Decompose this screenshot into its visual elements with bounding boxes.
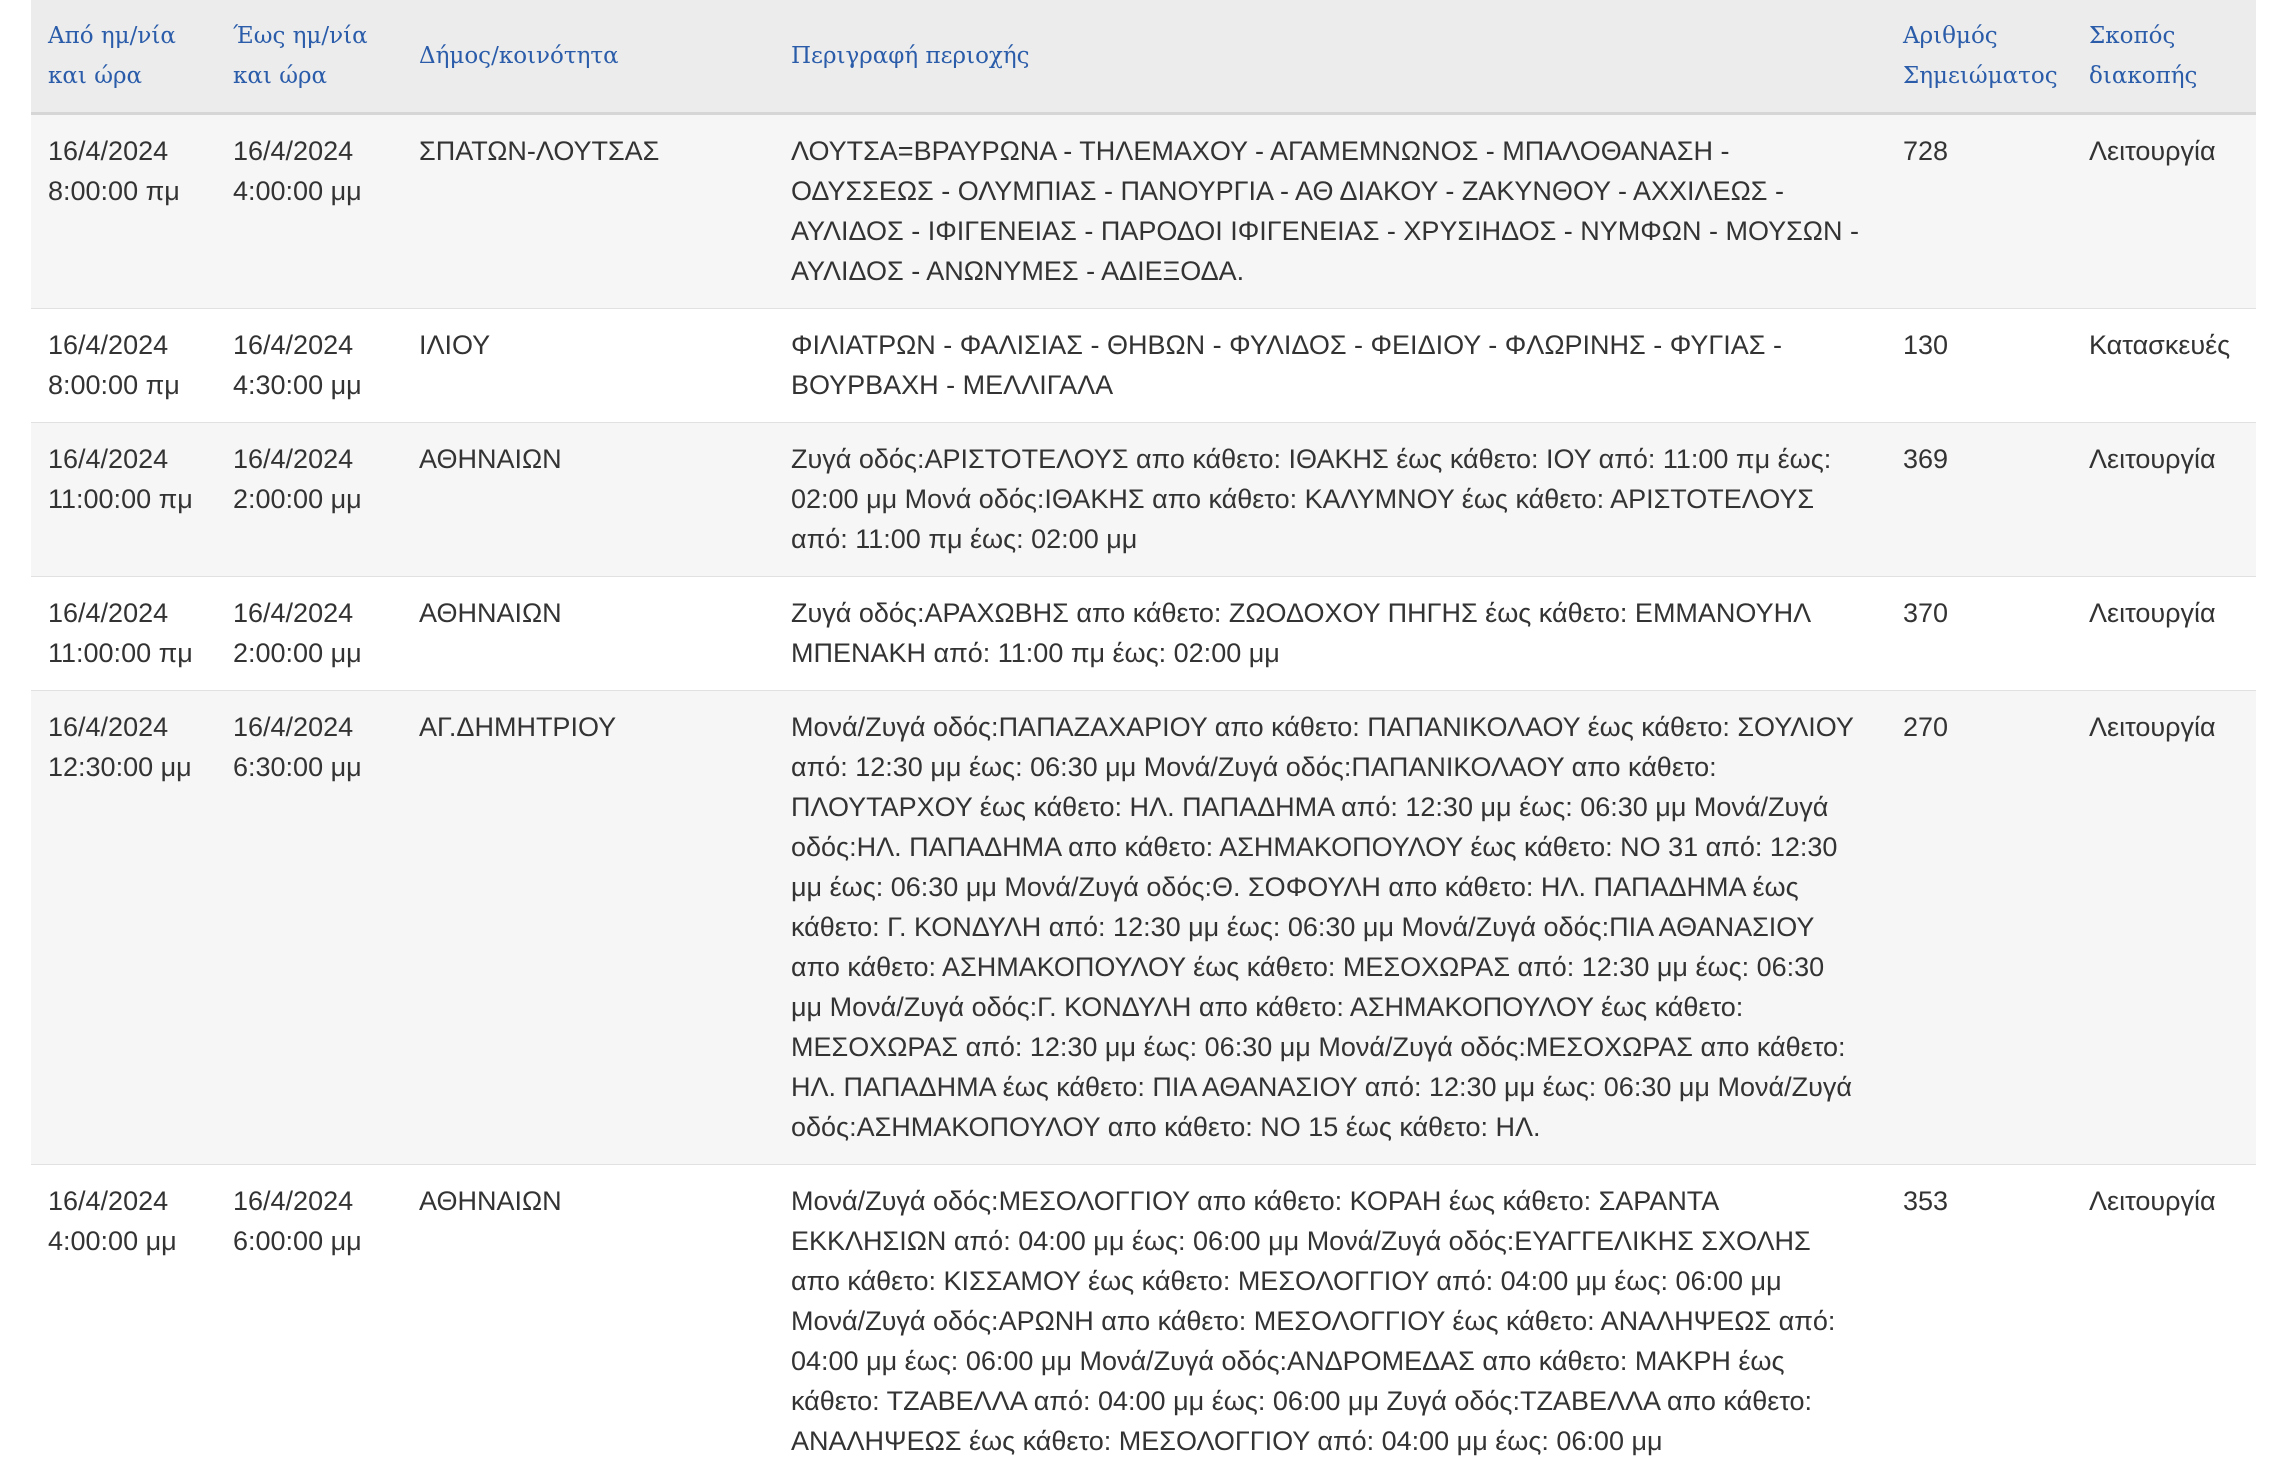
cell-municipality: ΙΛΙΟΥ: [402, 309, 774, 423]
cell-municipality: ΑΘΗΝΑΙΩΝ: [402, 577, 774, 691]
cell-from: [31, 1165, 216, 1479]
header-purpose[interactable]: [2072, 0, 2256, 114]
cell-from: [31, 691, 216, 1165]
cell-purpose: Λειτουργία: [2072, 1165, 2256, 1479]
cell-note-number: 369: [1886, 423, 2072, 577]
from-time: 4:00:00 μμ: [48, 1226, 177, 1256]
header-from[interactable]: [31, 0, 216, 114]
cell-to: [216, 1165, 402, 1479]
to-date: 16/4/2024: [233, 136, 354, 166]
cell-municipality: ΣΠΑΤΩΝ-ΛΟΥΤΣΑΣ: [402, 114, 774, 309]
cell-note-number: 353: [1886, 1165, 2072, 1479]
cell-to: [216, 114, 402, 309]
header-note-line2: Σημειώματος: [1903, 63, 2058, 89]
to-time: 4:00:00 μμ: [233, 176, 362, 206]
cell-note-number: 370: [1886, 577, 2072, 691]
cell-from: [31, 423, 216, 577]
cell-note-number: 270: [1886, 691, 2072, 1165]
cell-purpose: Λειτουργία: [2072, 691, 2256, 1165]
header-municipality-label: Δήμος/κοινότητα: [419, 43, 619, 69]
cell-from: [31, 114, 216, 309]
header-description-label: Περιγραφή περιοχής: [791, 43, 1030, 69]
to-time: 2:00:00 μμ: [233, 484, 362, 514]
to-time: 4:30:00 μμ: [233, 370, 362, 400]
from-date: 16/4/2024: [48, 136, 169, 166]
cell-to: [216, 423, 402, 577]
cell-description: Μονά/Ζυγά οδός:ΜΕΣΟΛΟΓΓΙΟΥ απο κάθετο: ΚΟΡΑΗ έως κάθετο: ΣΑΡΑΝΤΑ ΕΚΚΛΗΣΙΩΝ από: 04:00 μμ έως: 06:00 μμ Μονά/Ζυγά οδός:ΕΥΑΓΓΕΛΙΚΗΣ ΣΧΟΛΗΣ απο κάθετο: ΚΙΣΣΑΜΟΥ έως κάθετο: ΜΕΣΟΛΟΓΓΙΟΥ από: 04:00 μμ έως: 06:00 μμ Μονά/Ζυγά οδός:ΑΡΩΝΗ απο κάθετο: ΜΕΣΟΛΟΓΓΙΟΥ έως κάθετο: ΑΝΑΛΗΨΕΩΣ από: 04:00 μμ έως: 06:00 μμ Μονά/Ζυγά οδός:ΑΝΔΡΟΜΕΔΑΣ απο κάθετο: ΜΑΚΡΗ έως κάθετο: ΤΖΑΒΕΛΛΑ από: 04:00 μμ έως: 06:00 μμ Ζυγά οδός:ΤΖΑΒΕΛΛΑ απο κάθετο: ΑΝΑΛΗΨΕΩΣ έως κάθετο: ΜΕΣΟΛΟΓΓΙΟΥ από: 04:00 μμ έως: 06:00 μμ: [774, 1165, 1886, 1479]
to-date: 16/4/2024: [233, 330, 354, 360]
from-date: 16/4/2024: [48, 712, 169, 742]
from-date: 16/4/2024: [48, 1186, 169, 1216]
table-row: [31, 309, 2256, 423]
cell-purpose: Λειτουργία: [2072, 577, 2256, 691]
cell-municipality: ΑΘΗΝΑΙΩΝ: [402, 1165, 774, 1479]
cell-purpose: Κατασκευές: [2072, 309, 2256, 423]
to-time: 6:30:00 μμ: [233, 752, 362, 782]
to-time: 6:00:00 μμ: [233, 1226, 362, 1256]
from-date: 16/4/2024: [48, 444, 169, 474]
cell-to: [216, 309, 402, 423]
cell-description: Μονά/Ζυγά οδός:ΠΑΠΑΖΑΧΑΡΙΟΥ απο κάθετο: ΠΑΠΑΝΙΚΟΛΑΟΥ έως κάθετο: ΣΟΥΛΙΟΥ από: 12:30 μμ έως: 06:30 μμ Μονά/Ζυγά οδός:ΠΑΠΑΝΙΚΟΛΑΟΥ απο κάθετο: ΠΛΟΥΤΑΡΧΟΥ έως κάθετο: ΗΛ. ΠΑΠΑΔΗΜΑ από: 12:30 μμ έως: 06:30 μμ Μονά/Ζυγά οδός:ΗΛ. ΠΑΠΑΔΗΜΑ απο κάθετο: ΑΣΗΜΑΚΟΠΟΥΛΟΥ έως κάθετο: ΝΟ 31 από: 12:30 μμ έως: 06:30 μμ Μονά/Ζυγά οδός:Θ. ΣΟΦΟΥΛΗ απο κάθετο: ΗΛ. ΠΑΠΑΔΗΜΑ έως κάθετο: Γ. ΚΟΝΔΥΛΗ από: 12:30 μμ έως: 06:30 μμ Μονά/Ζυγά οδός:ΠΙΑ ΑΘΑΝΑΣΙΟΥ απο κάθετο: ΑΣΗΜΑΚΟΠΟΥΛΟΥ έως κάθετο: ΜΕΣΟΧΩΡΑΣ από: 12:30 μμ έως: 06:30 μμ Μονά/Ζυγά οδός:Γ. ΚΟΝΔΥΛΗ απο κάθετο: ΑΣΗΜΑΚΟΠΟΥΛΟΥ έως κάθετο: ΜΕΣΟΧΩΡΑΣ από: 12:30 μμ έως: 06:30 μμ Μονά/Ζυγά οδός:ΜΕΣΟΧΩΡΑΣ απο κάθετο: ΗΛ. ΠΑΠΑΔΗΜΑ έως κάθετο: ΠΙΑ ΑΘΑΝΑΣΙΟΥ από: 12:30 μμ έως: 06:30 μμ Μονά/Ζυγά οδός:ΑΣΗΜΑΚΟΠΟΥΛΟΥ απο κάθετο: ΝΟ 15 έως κάθετο: ΗΛ.: [774, 691, 1886, 1165]
cell-purpose: Λειτουργία: [2072, 114, 2256, 309]
table-row: [31, 1165, 2256, 1479]
cell-description: Ζυγά οδός:ΑΡΙΣΤΟΤΕΛΟΥΣ απο κάθετο: ΙΘΑΚΗΣ έως κάθετο: ΙΟΥ από: 11:00 πμ έως: 02:00 μμ Μονά οδός:ΙΘΑΚΗΣ απο κάθετο: ΚΑΛΥΜΝΟΥ έως κάθετο: ΑΡΙΣΤΟΤΕΛΟΥΣ από: 11:00 πμ έως: 02:00 μμ: [774, 423, 1886, 577]
to-date: 16/4/2024: [233, 598, 354, 628]
cell-description: ΦΙΛΙΑΤΡΩΝ - ΦΑΛΙΣΙΑΣ - ΘΗΒΩΝ - ΦΥΛΙΔΟΣ - ΦΕΙΔΙΟΥ - ΦΛΩΡΙΝΗΣ - ΦΥΓΙΑΣ - ΒΟΥΡΒΑΧΗ - ΜΕΛΛΙΓΑΛΑ: [774, 309, 1886, 423]
table-row: [31, 114, 2256, 309]
cell-note-number: 728: [1886, 114, 2072, 309]
header-note-line1: Αριθμός: [1903, 23, 1998, 49]
header-note-number[interactable]: [1886, 0, 2072, 114]
to-date: 16/4/2024: [233, 712, 354, 742]
header-row: [31, 0, 2256, 114]
from-time: 8:00:00 πμ: [48, 176, 180, 206]
header-from-line1: Από ημ/νία: [48, 23, 176, 49]
outage-table: [31, 0, 2256, 1478]
cell-description: ΛΟΥΤΣΑ=ΒΡΑΥΡΩΝΑ - ΤΗΛΕΜΑΧΟΥ - ΑΓΑΜΕΜΝΩΝΟΣ - ΜΠΑΛΟΘΑΝΑΣΗ - ΟΔΥΣΣΕΩΣ - ΟΛΥΜΠΙΑΣ - ΠΑΝΟΥΡΓΙΑ - ΑΘ ΔΙΑΚΟΥ - ΖΑΚΥΝΘΟΥ - ΑΧΧΙΛΕΩΣ - ΑΥΛΙΔΟΣ - ΙΦΙΓΕΝΕΙΑΣ - ΠΑΡΟΔΟΙ ΙΦΙΓΕΝΕΙΑΣ - ΧΡΥΣΙΗΔΟΣ - ΝΥΜΦΩΝ - ΜΟΥΣΩΝ - ΑΥΛΙΔΟΣ - ΑΝΩΝΥΜΕΣ - ΑΔΙΕΞΟΔΑ.: [774, 114, 1886, 309]
from-date: 16/4/2024: [48, 598, 169, 628]
cell-note-number: 130: [1886, 309, 2072, 423]
header-to-line2: και ώρα: [233, 63, 328, 89]
to-date: 16/4/2024: [233, 444, 354, 474]
cell-description: Ζυγά οδός:ΑΡΑΧΩΒΗΣ απο κάθετο: ΖΩΟΔΟΧΟΥ ΠΗΓΗΣ έως κάθετο: ΕΜΜΑΝΟΥΗΛ ΜΠΕΝΑΚΗ από: 11:00 πμ έως: 02:00 μμ: [774, 577, 1886, 691]
table-row: [31, 577, 2256, 691]
cell-purpose: Λειτουργία: [2072, 423, 2256, 577]
header-to-line1: Έως ημ/νία: [233, 23, 368, 49]
from-time: 11:00:00 πμ: [48, 638, 193, 668]
table-body: [31, 114, 2256, 1479]
cell-from: [31, 309, 216, 423]
cell-municipality: ΑΘΗΝΑΙΩΝ: [402, 423, 774, 577]
header-description[interactable]: [774, 0, 1886, 114]
table-row: [31, 691, 2256, 1165]
cell-to: [216, 577, 402, 691]
from-date: 16/4/2024: [48, 330, 169, 360]
cell-municipality: ΑΓ.ΔΗΜΗΤΡΙΟΥ: [402, 691, 774, 1165]
from-time: 12:30:00 μμ: [48, 752, 192, 782]
header-purpose-line1: Σκοπός: [2089, 23, 2176, 49]
cell-to: [216, 691, 402, 1165]
to-time: 2:00:00 μμ: [233, 638, 362, 668]
cell-from: [31, 577, 216, 691]
to-date: 16/4/2024: [233, 1186, 354, 1216]
header-municipality[interactable]: [402, 0, 774, 114]
header-purpose-line2: διακοπής: [2089, 63, 2198, 89]
header-from-line2: και ώρα: [48, 63, 143, 89]
from-time: 8:00:00 πμ: [48, 370, 180, 400]
header-to[interactable]: [216, 0, 402, 114]
table-header: [31, 0, 2256, 114]
table-row: [31, 423, 2256, 577]
from-time: 11:00:00 πμ: [48, 484, 193, 514]
